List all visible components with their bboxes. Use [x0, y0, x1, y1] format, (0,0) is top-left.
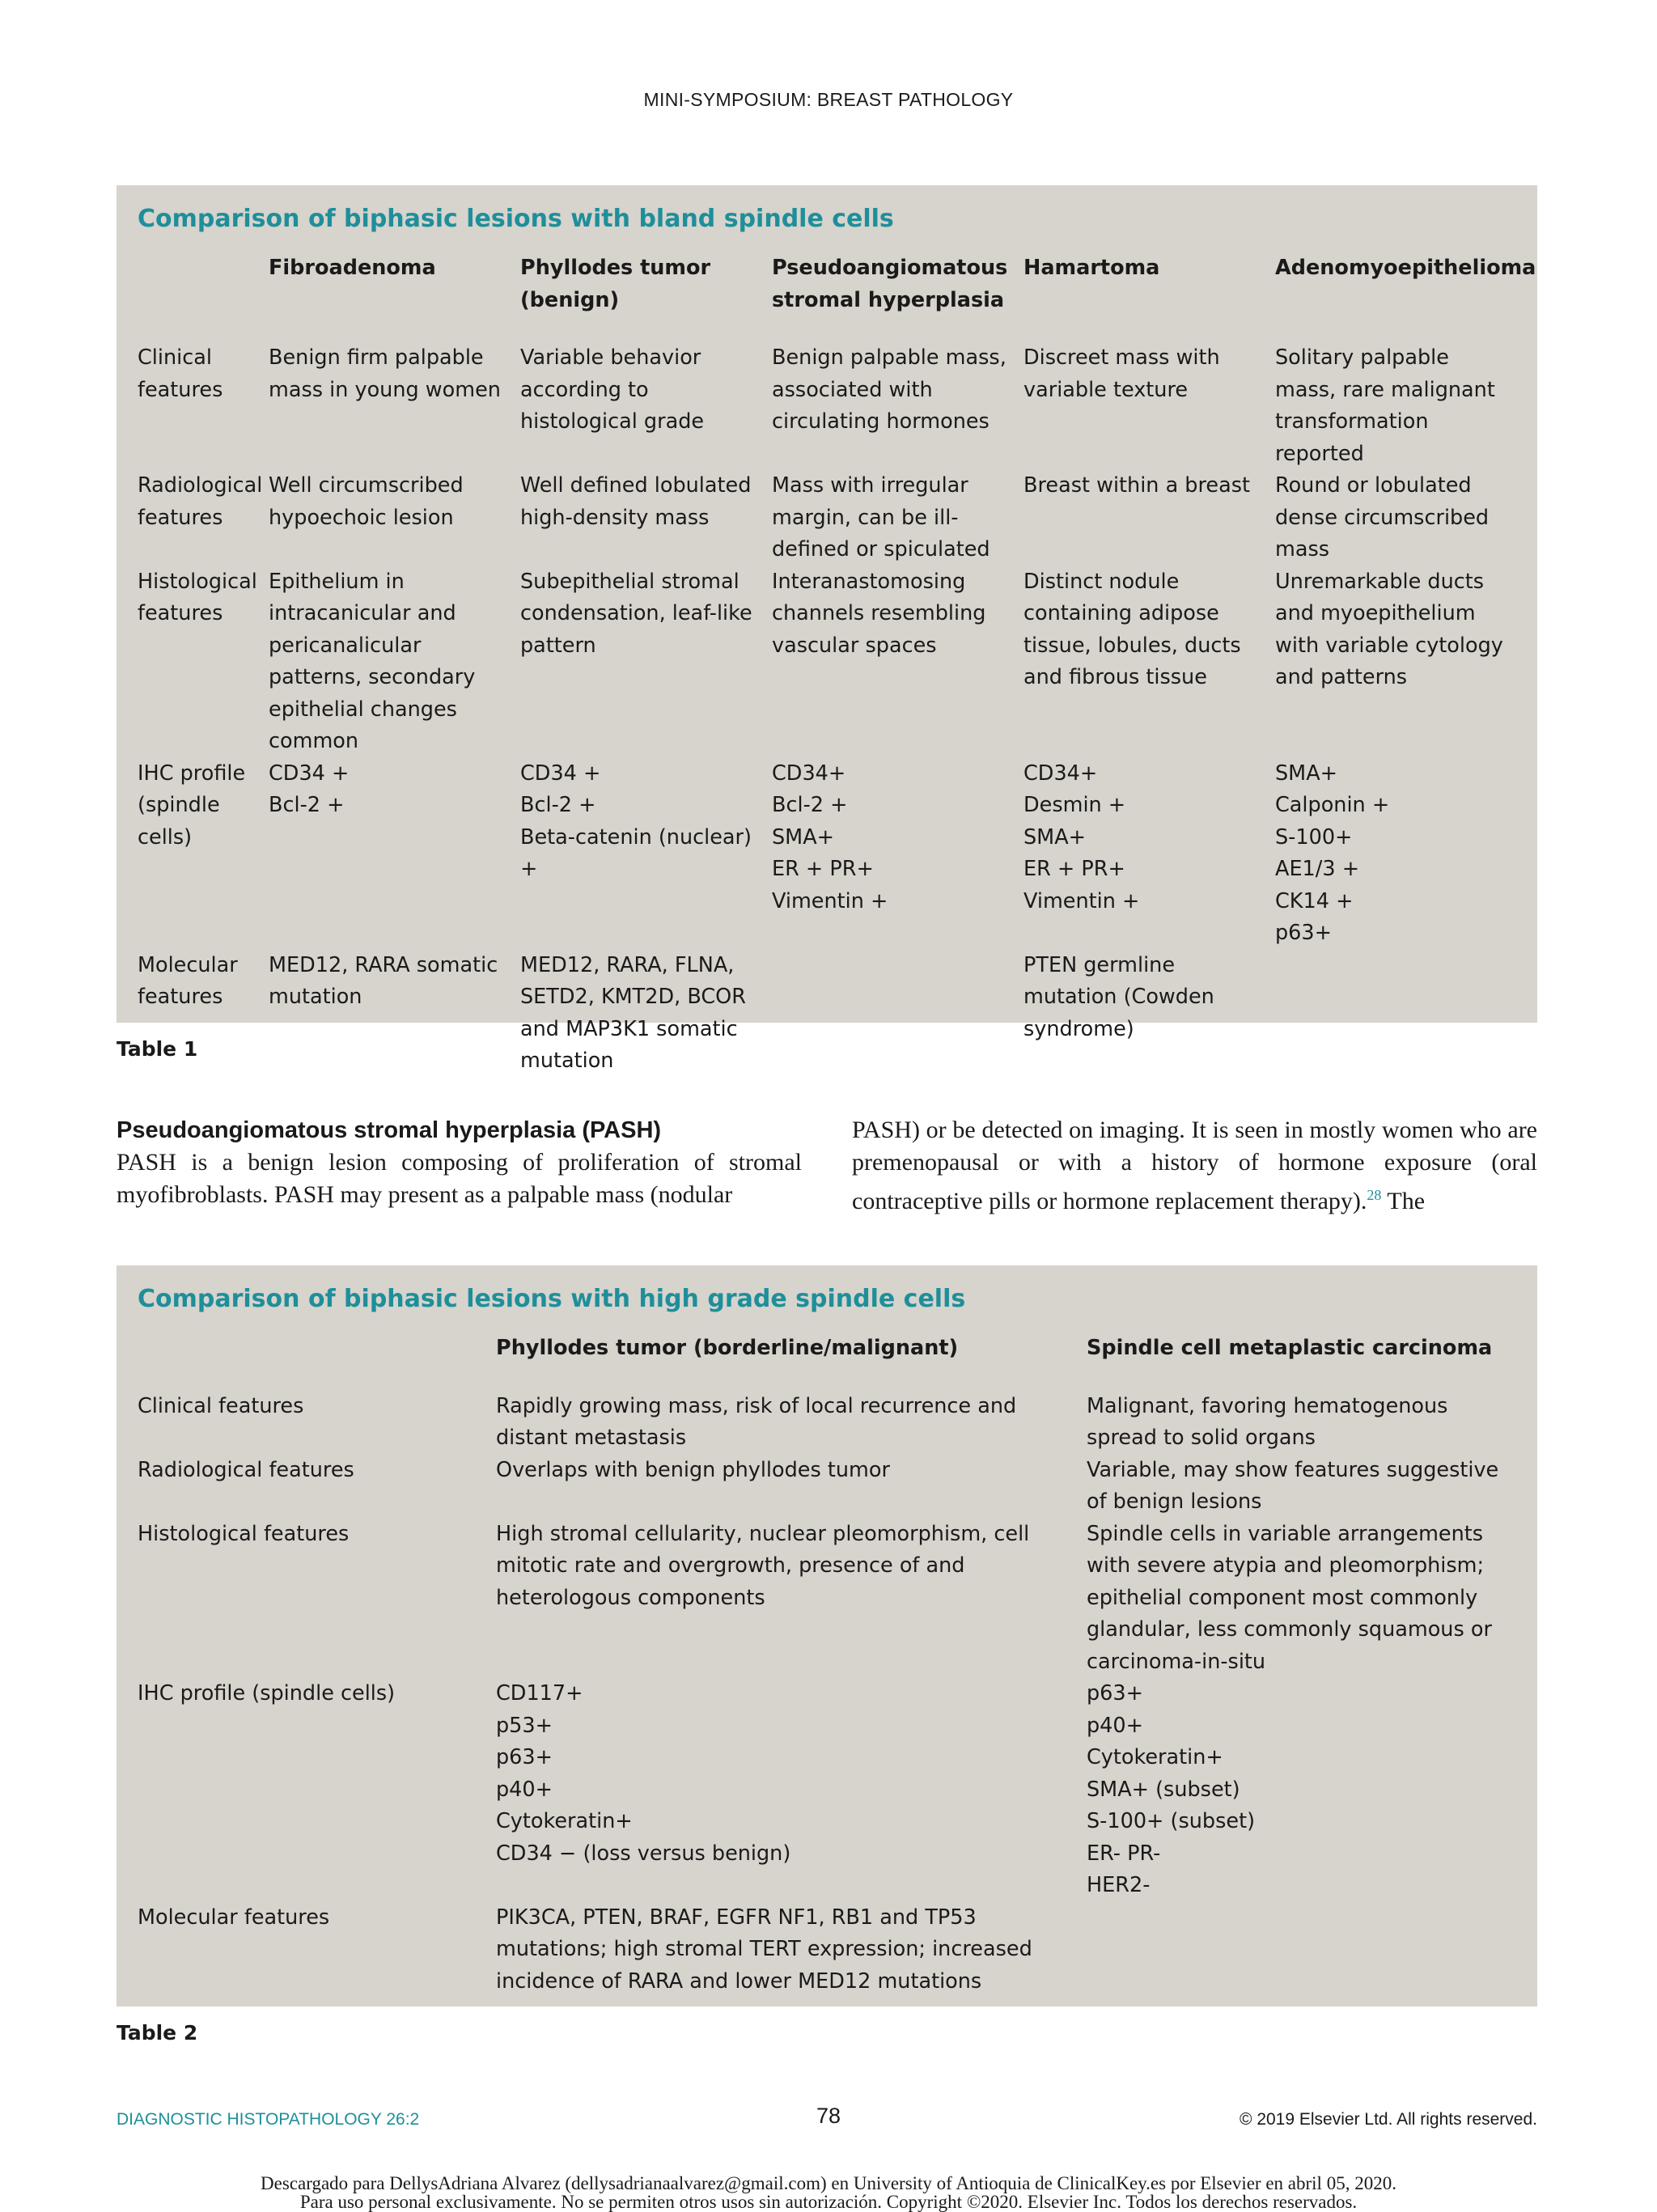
table2-caption: Table 2	[117, 2021, 198, 2045]
table1-row	[138, 566, 1516, 758]
table1-cell: CD34+ Bcl-2 + SMA+ ER + PR+ Vimentin +	[772, 761, 888, 913]
table1-cell: Subepithelial stromal condensation, leaf-like pattern	[520, 569, 752, 658]
table1-header-cell: Fibroadenoma	[269, 256, 436, 280]
table1-cell: Distinct nodule containing adipose tissue, lobules, ducts and fibrous tissue	[1023, 569, 1241, 689]
table1-cell: Solitary palpable mass, rare malignant transformation reported	[1275, 345, 1495, 466]
table1-header-cell	[138, 252, 269, 342]
table1-cell: Benign firm palpable mass in young women	[269, 345, 501, 402]
table1-row-label: Radiological features	[138, 473, 263, 530]
table2-cell: Malignant, favoring hematogenous spread to solid organs	[1087, 1393, 1448, 1450]
table2-cell: Variable, may show features suggestive of benign lesions	[1087, 1457, 1499, 1514]
table1-cell: CD34+ Desmin + SMA+ ER + PR+ Vimentin +	[1023, 761, 1140, 913]
table2-cell: Overlaps with benign phyllodes tumor	[496, 1457, 890, 1482]
table1-cell: CD34 + Bcl-2 +	[269, 761, 350, 817]
table2-cell: Spindle cells in variable arrangements with severe atypia and pleomorphism; epithelial component most commonly glandular, less commonly squamous or carcinoma-in-situ	[1087, 1521, 1492, 1674]
running-head: MINI-SYMPOSIUM: BREAST PATHOLOGY	[643, 89, 1014, 110]
table1-row-label: Clinical features	[138, 345, 223, 402]
table1-row-label: Molecular features	[138, 952, 238, 1009]
table2-header-cell	[138, 1333, 496, 1391]
table1-header-cell: Pseudoangiomatous stromal hyperplasia	[772, 256, 1008, 312]
download-notice-line: Para uso personal exclusivamente. No se permiten otros usos sin autorización. Copyright ©2020. Elsevier Inc. Todos los derechos reservados.	[299, 2192, 1358, 2212]
table2-cell	[1087, 1902, 1516, 1998]
table1-header-cell: Phyllodes tumor (benign)	[520, 256, 711, 312]
table1-cell: Well defined lobulated high-density mass	[520, 473, 752, 530]
table2-row	[138, 1902, 1516, 1998]
table2-row-label: IHC profile (spindle cells)	[138, 1681, 396, 1706]
table1-header-cell: Hamartoma	[1023, 256, 1160, 280]
page-number: 78	[816, 2104, 841, 2128]
table2-row	[138, 1455, 1516, 1519]
table1-cell: MED12, RARA, FLNA, SETD2, KMT2D, BCOR and MAP3K1 somatic mutation	[520, 952, 746, 1073]
table1-cell	[1275, 950, 1516, 1078]
download-notice	[0, 2174, 1657, 2211]
table1-row	[138, 342, 1516, 470]
table2-cell: High stromal cellularity, nuclear pleomorphism, cell mitotic rate and overgrowth, presence of and heterologous components	[496, 1521, 1030, 1610]
table2-cell: p63+ p40+ Cytokeratin+ SMA+ (subset) S-100+ (subset) ER- PR- HER2-	[1087, 1681, 1256, 1897]
table1-row	[138, 950, 1516, 1078]
table2-box	[117, 1265, 1537, 2006]
table2-header-cell: Phyllodes tumor (borderline/malignant)	[496, 1336, 959, 1360]
table2-cell: PIK3CA, PTEN, BRAF, EGFR NF1, RB1 and TP53 mutations; high stromal TERT expression; increased incidence of RARA and lower MED12 mutations	[496, 1905, 1032, 1994]
article-paragraph-tail: The	[1381, 1188, 1426, 1214]
article-left-column	[117, 1114, 802, 1211]
table1-row-label: Histological features	[138, 569, 257, 625]
table2-row	[138, 1391, 1516, 1455]
table1-cell: Well circumscribed hypoechoic lesion	[269, 473, 464, 530]
table1-header-cell: Adenomyoepithelioma	[1275, 256, 1536, 280]
table1-caption: Table 1	[117, 1037, 198, 1061]
table1	[138, 252, 1536, 1078]
table1-cell: CD34 + Bcl-2 + Beta-catenin (nuclear) +	[520, 761, 752, 881]
article-paragraph-continued: PASH) or be detected on imaging. It is seen in mostly women who are premenopausal or with a history of hormone exposure (oral contraceptive pills or hormone replacement therapy).	[852, 1117, 1537, 1214]
table1-cell: Discreet mass with variable texture	[1023, 345, 1220, 402]
table1-cell: Interanastomosing channels resembling vascular spaces	[772, 569, 986, 658]
journal-citation: DIAGNOSTIC HISTOPATHOLOGY 26:2	[117, 2110, 420, 2129]
table1-cell: Benign palpable mass, associated with circulating hormones	[772, 345, 1006, 434]
table2-row	[138, 1678, 1516, 1902]
table1-row	[138, 758, 1516, 950]
table1-cell: MED12, RARA somatic mutation	[269, 952, 498, 1009]
table1-header-row	[138, 252, 1516, 342]
table1-cell: Unremarkable ducts and myoepithelium with variable cytology and patterns	[1275, 569, 1503, 689]
table1-cell: Round or lobulated dense circumscribed mass	[1275, 473, 1490, 561]
table1-row-label: IHC profile (spindle cells)	[138, 761, 246, 850]
table2-cell: Rapidly growing mass, risk of local recurrence and distant metastasis	[496, 1393, 1017, 1450]
copyright-notice: © 2019 Elsevier Ltd. All rights reserved.	[1240, 2110, 1537, 2129]
table1-cell: Variable behavior according to histological grade	[520, 345, 705, 434]
table2-row-label: Molecular features	[138, 1905, 330, 1930]
table2-cell: CD117+ p53+ p63+ p40+ Cytokeratin+ CD34 − (loss versus benign)	[496, 1681, 791, 1866]
table2-row-label: Radiological features	[138, 1457, 354, 1482]
table2-row-label: Clinical features	[138, 1393, 304, 1418]
article-right-column	[852, 1114, 1537, 1218]
table2-header-row	[138, 1333, 1516, 1391]
table1-cell: Breast within a breast	[1023, 473, 1251, 498]
table1-cell: SMA+ Calponin + S-100+ AE1/3 + CK14 + p63+	[1275, 761, 1390, 945]
table2-row-label: Histological features	[138, 1521, 350, 1546]
section-heading: Pseudoangiomatous stromal hyperplasia (PASH)	[117, 1117, 662, 1143]
table1-row	[138, 470, 1516, 566]
table1-title: Comparison of biphasic lesions with bland spindle cells	[138, 205, 894, 233]
table2-row	[138, 1519, 1516, 1679]
table2	[138, 1333, 1516, 1998]
download-notice-line: Descargado para DellysAdriana Alvarez (dellysadrianaalvarez@gmail.com) en University of Antioquia de ClinicalKey.es por Elsevier en abril 05, 2020.	[261, 2173, 1396, 2193]
table1-cell	[772, 950, 1023, 1078]
table1-cell: PTEN germline mutation (Cowden syndrome)	[1023, 952, 1214, 1041]
article-paragraph: PASH is a benign lesion composing of proliferation of stromal myofibroblasts. PASH may present as a palpable mass (nodular	[117, 1149, 802, 1208]
reference-link[interactable]: 28	[1367, 1187, 1382, 1203]
table1-cell: Mass with irregular margin, can be ill-defined or spiculated	[772, 473, 990, 561]
table2-header-cell: Spindle cell metaplastic carcinoma	[1087, 1336, 1493, 1360]
table2-title: Comparison of biphasic lesions with high grade spindle cells	[138, 1285, 966, 1313]
table1-cell: Epithelium in intracanicular and pericanalicular patterns, secondary epithelial changes common	[269, 569, 476, 753]
